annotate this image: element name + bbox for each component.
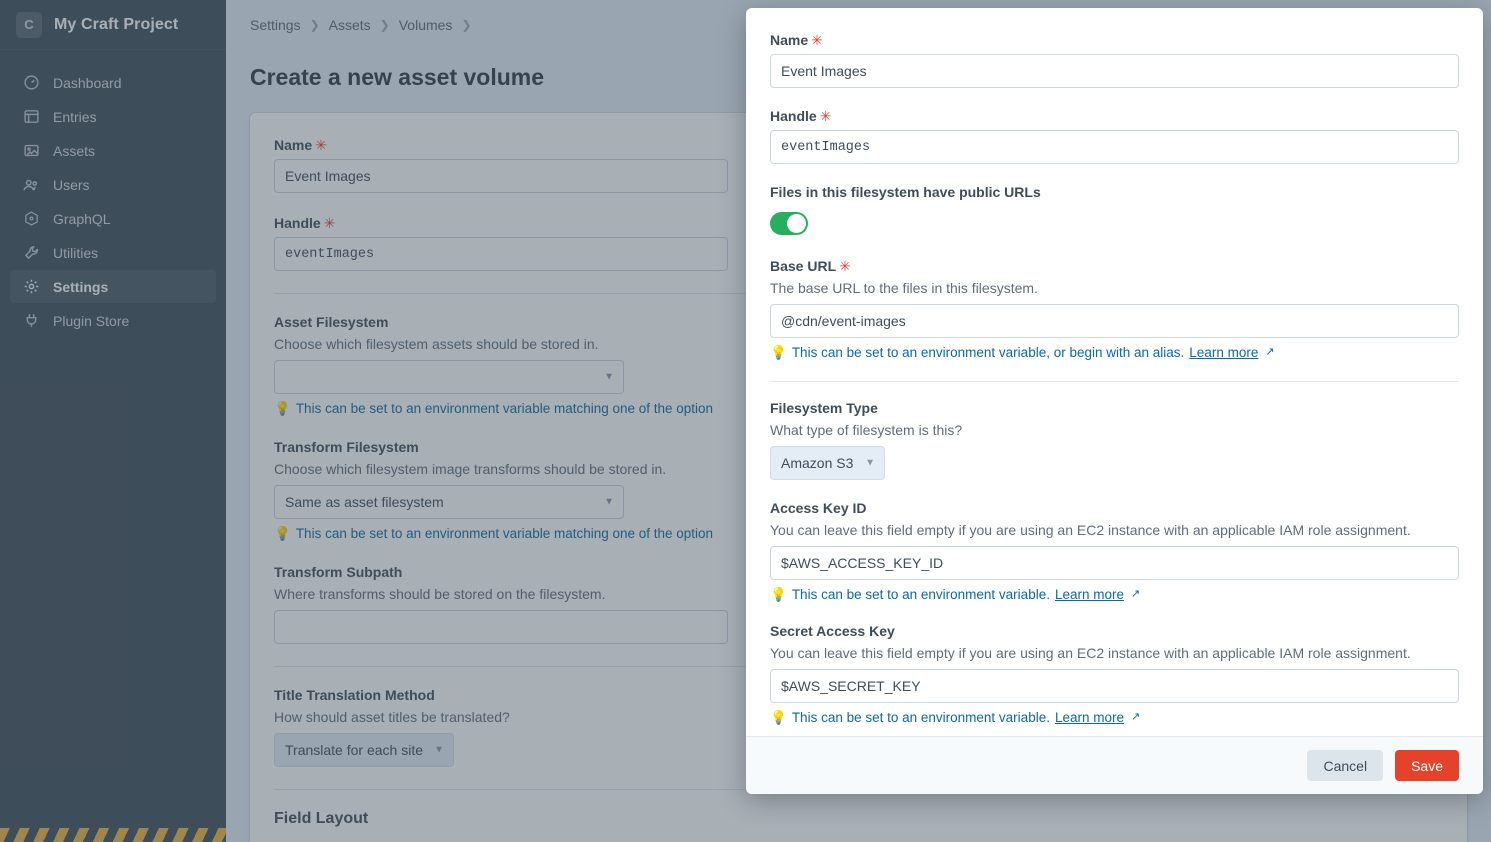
modal-body	[746, 8, 1483, 736]
lightbulb-icon: 💡	[770, 345, 787, 360]
modal-field-name	[770, 32, 1459, 88]
brand-title: My Craft Project	[54, 15, 179, 33]
tip-text: This can be set to an environment variable matching one of the option	[295, 401, 714, 416]
field-label: Handle	[770, 108, 817, 124]
field-label: Handle	[274, 215, 321, 231]
modal-field-handle	[770, 108, 1459, 164]
field-label: Name	[274, 137, 313, 153]
lightbulb-icon: 💡	[770, 587, 787, 602]
modal-handle-input[interactable]	[770, 130, 1459, 164]
filesystem-modal	[746, 8, 1483, 794]
field-label: Name	[770, 32, 809, 48]
chevron-right-icon: ❯	[461, 18, 472, 32]
chevron-right-icon: ❯	[309, 18, 320, 32]
sidebar-item-label: Assets	[53, 142, 96, 159]
modal-field-secret-access-key	[770, 623, 1459, 726]
learn-more-link[interactable]: Learn more	[1054, 710, 1125, 725]
required-indicator: ✳	[819, 108, 832, 124]
required-indicator: ✳	[839, 258, 851, 274]
field-instructions: Choose which filesystem image transforms should be stored in.	[274, 461, 667, 477]
field-label: Secret Access Key	[770, 623, 895, 639]
field-instructions: You can leave this field empty if you are using an EC2 instance with an applicable IAM role assignment.	[770, 522, 1411, 538]
page-title: Create a new asset volume	[250, 64, 545, 90]
external-link-icon: ↗	[1131, 711, 1141, 723]
filesystem-type-select[interactable]	[770, 446, 885, 480]
sidebar-item-label: Dashboard	[53, 74, 122, 91]
field-instructions: What type of filesystem is this?	[770, 422, 963, 438]
sidebar-item-label: GraphQL	[53, 210, 111, 227]
sidebar-item-label: Entries	[53, 108, 97, 125]
required-indicator: ✳	[315, 137, 327, 153]
cancel-button[interactable]: Cancel	[1307, 750, 1383, 781]
field-label: Files in this filesystem have public URLs	[770, 184, 1041, 200]
field-tip	[770, 345, 1459, 361]
chevron-down-icon: ▼	[604, 496, 614, 508]
field-label: Transform Subpath	[274, 564, 403, 580]
lightbulb-icon: 💡	[274, 526, 291, 541]
field-label: Access Key ID	[770, 500, 867, 516]
field-instructions: Choose which filesystem assets should be stored in.	[274, 336, 599, 352]
modal-field-public-urls	[770, 184, 1459, 238]
modal-field-base-url	[770, 258, 1459, 361]
learn-more-link[interactable]: Learn more	[1189, 345, 1259, 360]
field-label: Asset Filesystem	[274, 314, 389, 330]
modal-footer	[746, 736, 1483, 794]
toggle-knob	[787, 214, 806, 233]
field-instructions: You can leave this field empty if you are using an EC2 instance with an applicable IAM role assignment.	[770, 645, 1411, 661]
breadcrumb-item-settings[interactable]: Settings	[250, 17, 301, 33]
external-link-icon: ↗	[1265, 346, 1275, 358]
tip-text: This can be set to an environment variable, or begin with an alias.	[791, 345, 1185, 360]
field-tip	[770, 710, 1459, 726]
chevron-down-icon: ▼	[434, 744, 444, 756]
divider	[770, 381, 1459, 382]
external-link-icon: ↗	[1131, 588, 1141, 600]
base-url-input[interactable]	[770, 304, 1459, 338]
chevron-down-icon: ▼	[865, 457, 875, 469]
required-indicator: ✳	[323, 215, 336, 231]
field-label: Title Translation Method	[274, 687, 435, 703]
field-layout-heading: Field Layout	[274, 810, 369, 827]
sidebar-item-label: Settings	[53, 278, 109, 295]
sidebar-item-label: Utilities	[53, 244, 99, 261]
chevron-down-icon: ▼	[604, 371, 614, 383]
field-label: Filesystem Type	[770, 400, 878, 416]
modal-field-filesystem-type	[770, 400, 1459, 480]
sidebar-item-label: Plugin Store	[53, 312, 130, 329]
lightbulb-icon: 💡	[770, 710, 787, 725]
tip-text: This can be set to an environment variable.	[791, 587, 1050, 602]
secret-access-key-input[interactable]	[770, 669, 1459, 703]
tip-text: This can be set to an environment variable matching one of the option	[295, 526, 714, 541]
public-urls-toggle[interactable]	[770, 212, 808, 235]
breadcrumb-item-assets[interactable]: Assets	[328, 17, 371, 33]
learn-more-link[interactable]: Learn more	[1054, 587, 1125, 602]
required-indicator: ✳	[811, 32, 823, 48]
field-instructions: Where transforms should be stored on the filesystem.	[274, 586, 606, 602]
field-label: Base URL	[770, 258, 837, 274]
tip-text: This can be set to an environment variable.	[791, 710, 1050, 725]
modal-field-access-key-id	[770, 500, 1459, 603]
brand-badge: C	[16, 12, 42, 38]
lightbulb-icon: 💡	[274, 401, 291, 416]
field-label: Transform Filesystem	[274, 439, 419, 455]
access-key-id-input[interactable]	[770, 546, 1459, 580]
field-tip	[770, 587, 1459, 603]
field-instructions: How should asset titles be translated?	[274, 709, 510, 725]
chevron-right-icon: ❯	[379, 18, 390, 32]
sidebar-item-label: Users	[53, 176, 90, 193]
modal-name-input[interactable]	[770, 54, 1459, 88]
save-button[interactable]: Save	[1395, 750, 1459, 781]
field-instructions: The base URL to the files in this filesystem.	[770, 280, 1038, 296]
breadcrumb-item-volumes[interactable]: Volumes	[398, 17, 453, 33]
